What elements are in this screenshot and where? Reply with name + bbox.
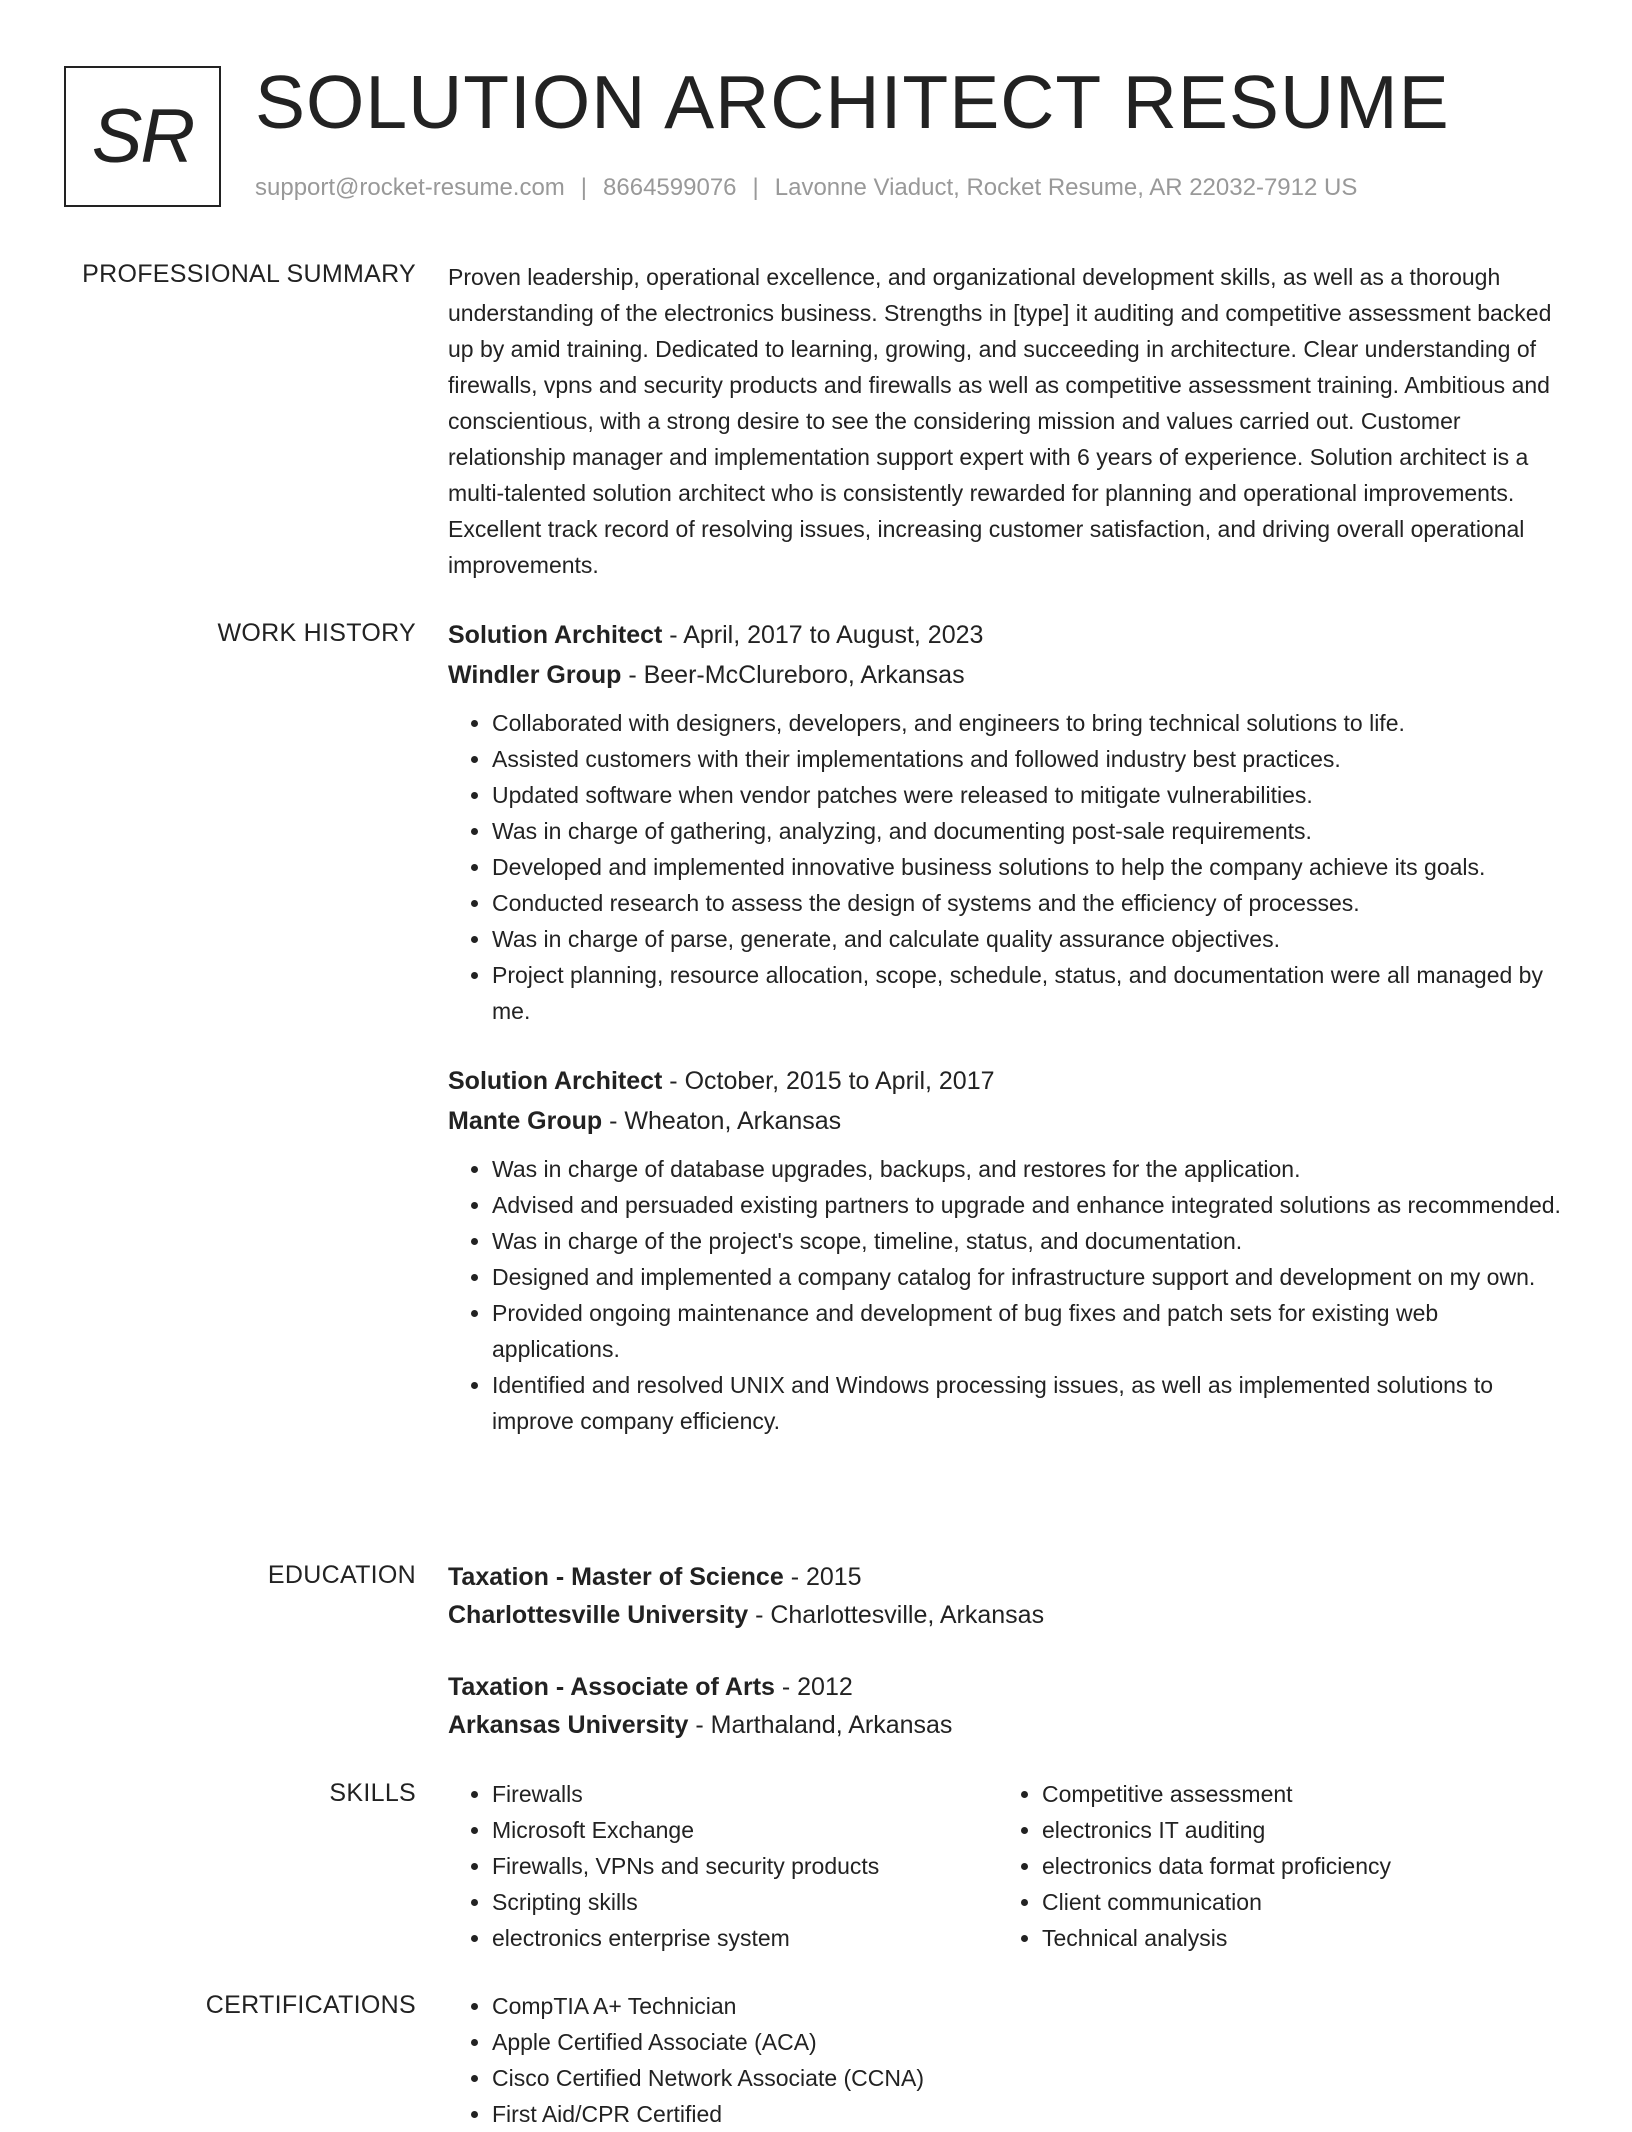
education-section bbox=[448, 1558, 1572, 1778]
job-bullet: • Conducted research to assess the design of systems and the efficiency of processes. bbox=[492, 885, 1572, 921]
summary-section bbox=[448, 259, 1572, 583]
skill-item: • Firewalls, VPNs and security products bbox=[492, 1848, 998, 1884]
skills-section bbox=[448, 1776, 1572, 1956]
job-location: - Beer-McClureboro, Arkansas bbox=[621, 661, 965, 689]
job-company-line bbox=[448, 655, 1572, 695]
job-entry bbox=[448, 615, 1572, 1029]
job-bullet: • Was in charge of database upgrades, backups, and restores for the application. bbox=[492, 1151, 1572, 1187]
education-school: Arkansas University bbox=[448, 1711, 689, 1739]
job-bullet: • Identified and resolved UNIX and Windows processing issues, as well as implemented solutions to improve company efficiency. bbox=[492, 1367, 1572, 1439]
job-dates: - October, 2015 to April, 2017 bbox=[662, 1067, 995, 1095]
contact-line bbox=[255, 174, 1357, 202]
certifications-section bbox=[448, 1988, 1572, 2132]
job-dates: - April, 2017 to August, 2023 bbox=[662, 621, 984, 649]
summary-section-label: PROFESSIONAL SUMMARY bbox=[82, 260, 416, 288]
monogram-badge bbox=[64, 66, 221, 207]
certifications-section-label: CERTIFICATIONS bbox=[205, 1991, 416, 2019]
skill-item: • electronics IT auditing bbox=[1042, 1812, 1548, 1848]
job-bullet: • Collaborated with designers, developers, and engineers to bring technical solutions to life. bbox=[492, 705, 1572, 741]
job-title: Solution Architect bbox=[448, 621, 663, 649]
certification-item: • First Aid/CPR Certified bbox=[492, 2096, 1572, 2132]
work-section bbox=[448, 615, 1572, 1471]
certification-item: • Apple Certified Associate (ACA) bbox=[492, 2024, 1572, 2060]
job-title-line bbox=[448, 615, 1572, 655]
certifications-list bbox=[448, 1988, 1572, 2132]
education-location: - Marthaland, Arkansas bbox=[688, 1711, 953, 1739]
job-bullet: • Assisted customers with their implementations and followed industry best practices. bbox=[492, 741, 1572, 777]
job-bullet: • Designed and implemented a company catalog for infrastructure support and development on my own. bbox=[492, 1259, 1572, 1295]
contact-phone: 8664599076 bbox=[603, 174, 737, 201]
skills-section-label: SKILLS bbox=[329, 1779, 416, 1807]
education-year: - 2015 bbox=[783, 1563, 862, 1591]
certification-item: • Cisco Certified Network Associate (CCNA) bbox=[492, 2060, 1572, 2096]
skill-item: • Microsoft Exchange bbox=[492, 1812, 998, 1848]
job-entry bbox=[448, 1061, 1572, 1439]
job-bullets bbox=[448, 705, 1572, 1029]
education-degree: Taxation - Associate of Arts bbox=[448, 1673, 775, 1701]
job-company: Mante Group bbox=[448, 1107, 603, 1135]
job-title: Solution Architect bbox=[448, 1067, 663, 1095]
skill-item: • Firewalls bbox=[492, 1776, 998, 1812]
job-bullet: • Was in charge of parse, generate, and calculate quality assurance objectives. bbox=[492, 921, 1572, 957]
skill-item: • Technical analysis bbox=[1042, 1920, 1548, 1956]
skills-column-left bbox=[448, 1776, 998, 1956]
skills-grid bbox=[448, 1776, 1572, 1956]
monogram-initials: SR bbox=[91, 94, 194, 179]
certification-item: • CompTIA A+ Technician bbox=[492, 1988, 1572, 2024]
education-school: Charlottesville University bbox=[448, 1601, 749, 1629]
job-company: Windler Group bbox=[448, 661, 622, 689]
education-location: - Charlottesville, Arkansas bbox=[748, 1601, 1045, 1629]
job-title-line bbox=[448, 1061, 1572, 1101]
education-school-line bbox=[448, 1706, 1572, 1744]
job-location: - Wheaton, Arkansas bbox=[602, 1107, 842, 1135]
education-degree: Taxation - Master of Science bbox=[448, 1563, 784, 1591]
resume-title: SOLUTION ARCHITECT RESUME bbox=[255, 60, 1450, 144]
job-bullet: • Was in charge of gathering, analyzing, and documenting post-sale requirements. bbox=[492, 813, 1572, 849]
job-bullet: • Was in charge of the project's scope, timeline, status, and documentation. bbox=[492, 1223, 1572, 1259]
skills-column-right bbox=[998, 1776, 1548, 1956]
education-entry bbox=[448, 1668, 1572, 1744]
education-degree-line bbox=[448, 1558, 1572, 1596]
skill-item: • electronics enterprise system bbox=[492, 1920, 998, 1956]
skill-item: • Competitive assessment bbox=[1042, 1776, 1548, 1812]
contact-separator: | bbox=[580, 174, 588, 201]
job-bullet: • Provided ongoing maintenance and development of bug fixes and patch sets for existing web applications. bbox=[492, 1295, 1572, 1367]
summary-text: Proven leadership, operational excellence, and organizational development skills, as well as a thorough understanding of the electronics business. Strengths in [type] it auditing and competitive assessment backed up by amid training. Dedicated to learning, growing, and succeeding in architecture. Clear understanding of firewalls, vpns and security products and firewalls as well as competitive assessment training. Ambitious and conscientious, with a strong desire to see the considering mission and values carried out. Customer relationship manager and implementation support expert with 6 years of experience. Solution architect is a multi-talented solution architect who is consistently rewarded for planning and operational improvements. Excellent track record of resolving issues, increasing customer satisfaction, and driving overall operational improvements. bbox=[448, 264, 1552, 578]
job-bullet: • Developed and implemented innovative business solutions to help the company achieve its goals. bbox=[492, 849, 1572, 885]
education-year: - 2012 bbox=[774, 1673, 853, 1701]
skill-item: • electronics data format proficiency bbox=[1042, 1848, 1548, 1884]
skill-item: • Client communication bbox=[1042, 1884, 1548, 1920]
work-section-label: WORK HISTORY bbox=[217, 619, 416, 647]
job-bullet: • Updated software when vendor patches were released to mitigate vulnerabilities. bbox=[492, 777, 1572, 813]
job-company-line bbox=[448, 1101, 1572, 1141]
job-bullets bbox=[448, 1151, 1572, 1439]
job-bullet: • Project planning, resource allocation, scope, schedule, status, and documentation were all managed by me. bbox=[492, 957, 1572, 1029]
contact-address: Lavonne Viaduct, Rocket Resume, AR 22032-7912 US bbox=[774, 174, 1358, 201]
education-entry bbox=[448, 1558, 1572, 1634]
contact-separator: | bbox=[752, 174, 759, 201]
job-bullet: • Advised and persuaded existing partners to upgrade and enhance integrated solutions as recommended. bbox=[492, 1187, 1572, 1223]
contact-email: support@rocket-resume.com bbox=[255, 174, 565, 201]
education-school-line bbox=[448, 1596, 1572, 1634]
education-degree-line bbox=[448, 1668, 1572, 1706]
education-section-label: EDUCATION bbox=[267, 1561, 416, 1589]
skill-item: • Scripting skills bbox=[492, 1884, 998, 1920]
